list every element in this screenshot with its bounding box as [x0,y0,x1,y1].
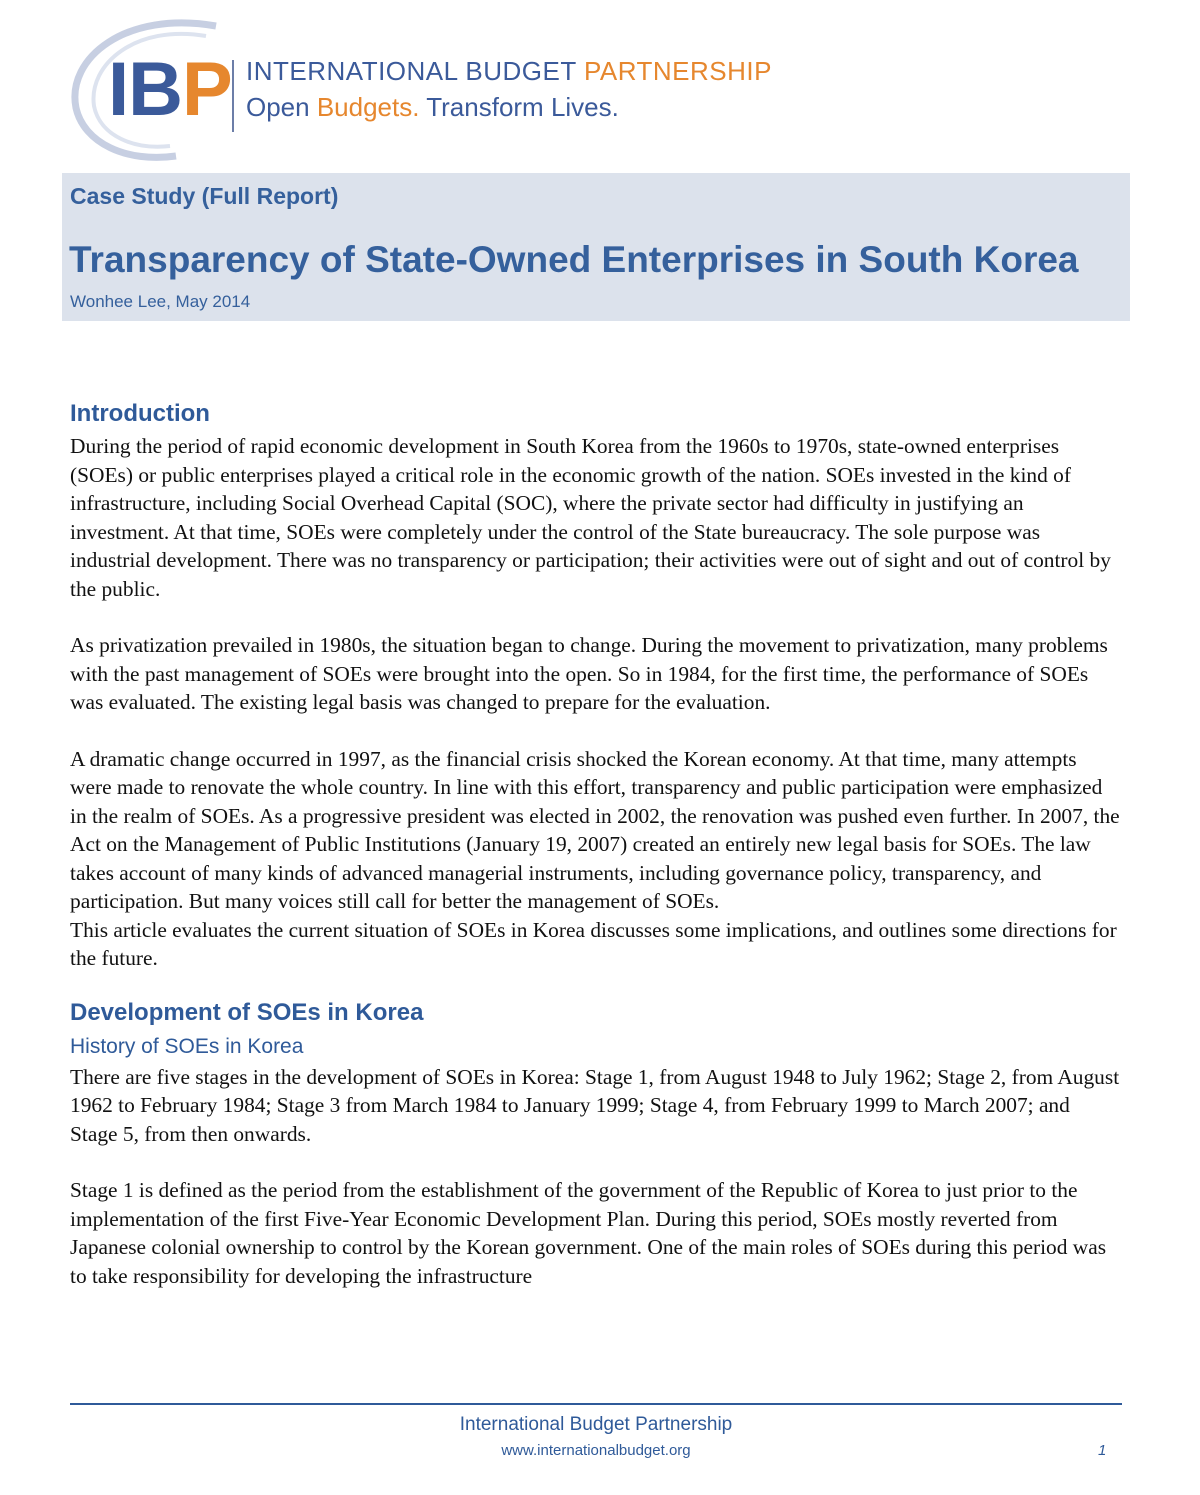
subsection-heading-history: History of SOEs in Korea [70,1034,304,1058]
section-heading-introduction: Introduction [70,400,210,427]
paragraph-intro-1: During the period of rapid economic development in South Korea from the 1960s to 1970s, state-owned enterprises (SOEs) or public enterprises played a critical role in the economic growth of the nation. SOEs invested in the kind of infrastructure, including Social Overhead Capital (SOC), where the private sector had difficulty in justifying an investment. At that time, SOEs were completely under the control of the State bureaucracy. The sole purpose was industrial development. There was no transparency or participation; their activities were out of sight and out of control by the public. [70,434,1111,601]
footer-rule [70,1403,1122,1405]
logo-org-name [246,56,772,86]
footer-org: International Budget Partnership [459,1414,733,1435]
logo-divider [232,60,234,132]
logo-tagline [246,92,619,122]
logo-tagline-1: Open [246,92,317,122]
logo-tagline-3: Transform Lives. [419,92,619,122]
page-title: Transparency of State-Owned Enterprises in South Korea [69,239,1079,280]
logo-mark-ib: IB [108,47,182,132]
article-body [70,396,1122,1290]
paragraph-intro-3: A dramatic change occurred in 1997, as the financial crisis shocked the Korean economy. At that time, many attempts were made to renovate the whole country. In line with this effort, transparency and public participation were emphasized in the realm of SOEs. As a progressive president was elected in 2002, the renovation was pushed even further. In 2007, the Act on the Management of Public Institutions (January 19, 2007) created an entirely new legal basis for SOEs. The law takes account of many kinds of advanced managerial instruments, including governance policy, transparency, and participation. But many voices still call for better the management of SOEs. [70,746,1120,913]
case-study-label: Case Study (Full Report) [70,183,339,209]
footer-url[interactable]: www.internationalbudget.org [501,1442,691,1459]
ibp-logo [66,18,866,168]
paragraph-history-1: There are five stages in the development of SOEs in Korea: Stage 1, from August 1948 to July 1962; Stage 2, from August 1962 to February 1984; Stage 3 from March 1984 to January 1999; Stage 4, from February 1999 to March 2007; and Stage 5, from then onwards. [70,1064,1120,1146]
byline: Wonhee Lee, May 2014 [70,292,251,311]
page-number: 1 [1098,1442,1107,1459]
title-box [62,173,1130,321]
logo-tagline-2: Budgets. [316,92,420,122]
paragraph-intro-4: This article evaluates the current situation of SOEs in Korea discusses some implications, and outlines some directions for the future. [70,917,1117,970]
paragraph-intro-2: As privatization prevailed in 1980s, the situation began to change. During the movement to privatization, many problems with the past management of SOEs were brought into the open. So in 1984, for the first time, the performance of SOEs was evaluated. The existing legal basis was changed to prepare for the evaluation. [70,633,1108,714]
logo-org-part2: PARTNERSHIP [583,56,772,86]
logo-org-part1: INTERNATIONAL BUDGET [246,56,584,86]
paragraph-history-2: Stage 1 is defined as the period from the establishment of the government of the Republic of Korea to just prior to the implementation of the first Five-Year Economic Development Plan. During this period, SOEs mostly reverted from Japanese colonial ownership to control by the Korean government. One of the main roles of SOEs during this period was to take responsibility for developing the infrastructure [70,1178,1107,1288]
section-heading-development: Development of SOEs in Korea [70,998,424,1026]
logo-mark [108,47,232,132]
logo-mark-p: P [182,47,232,132]
